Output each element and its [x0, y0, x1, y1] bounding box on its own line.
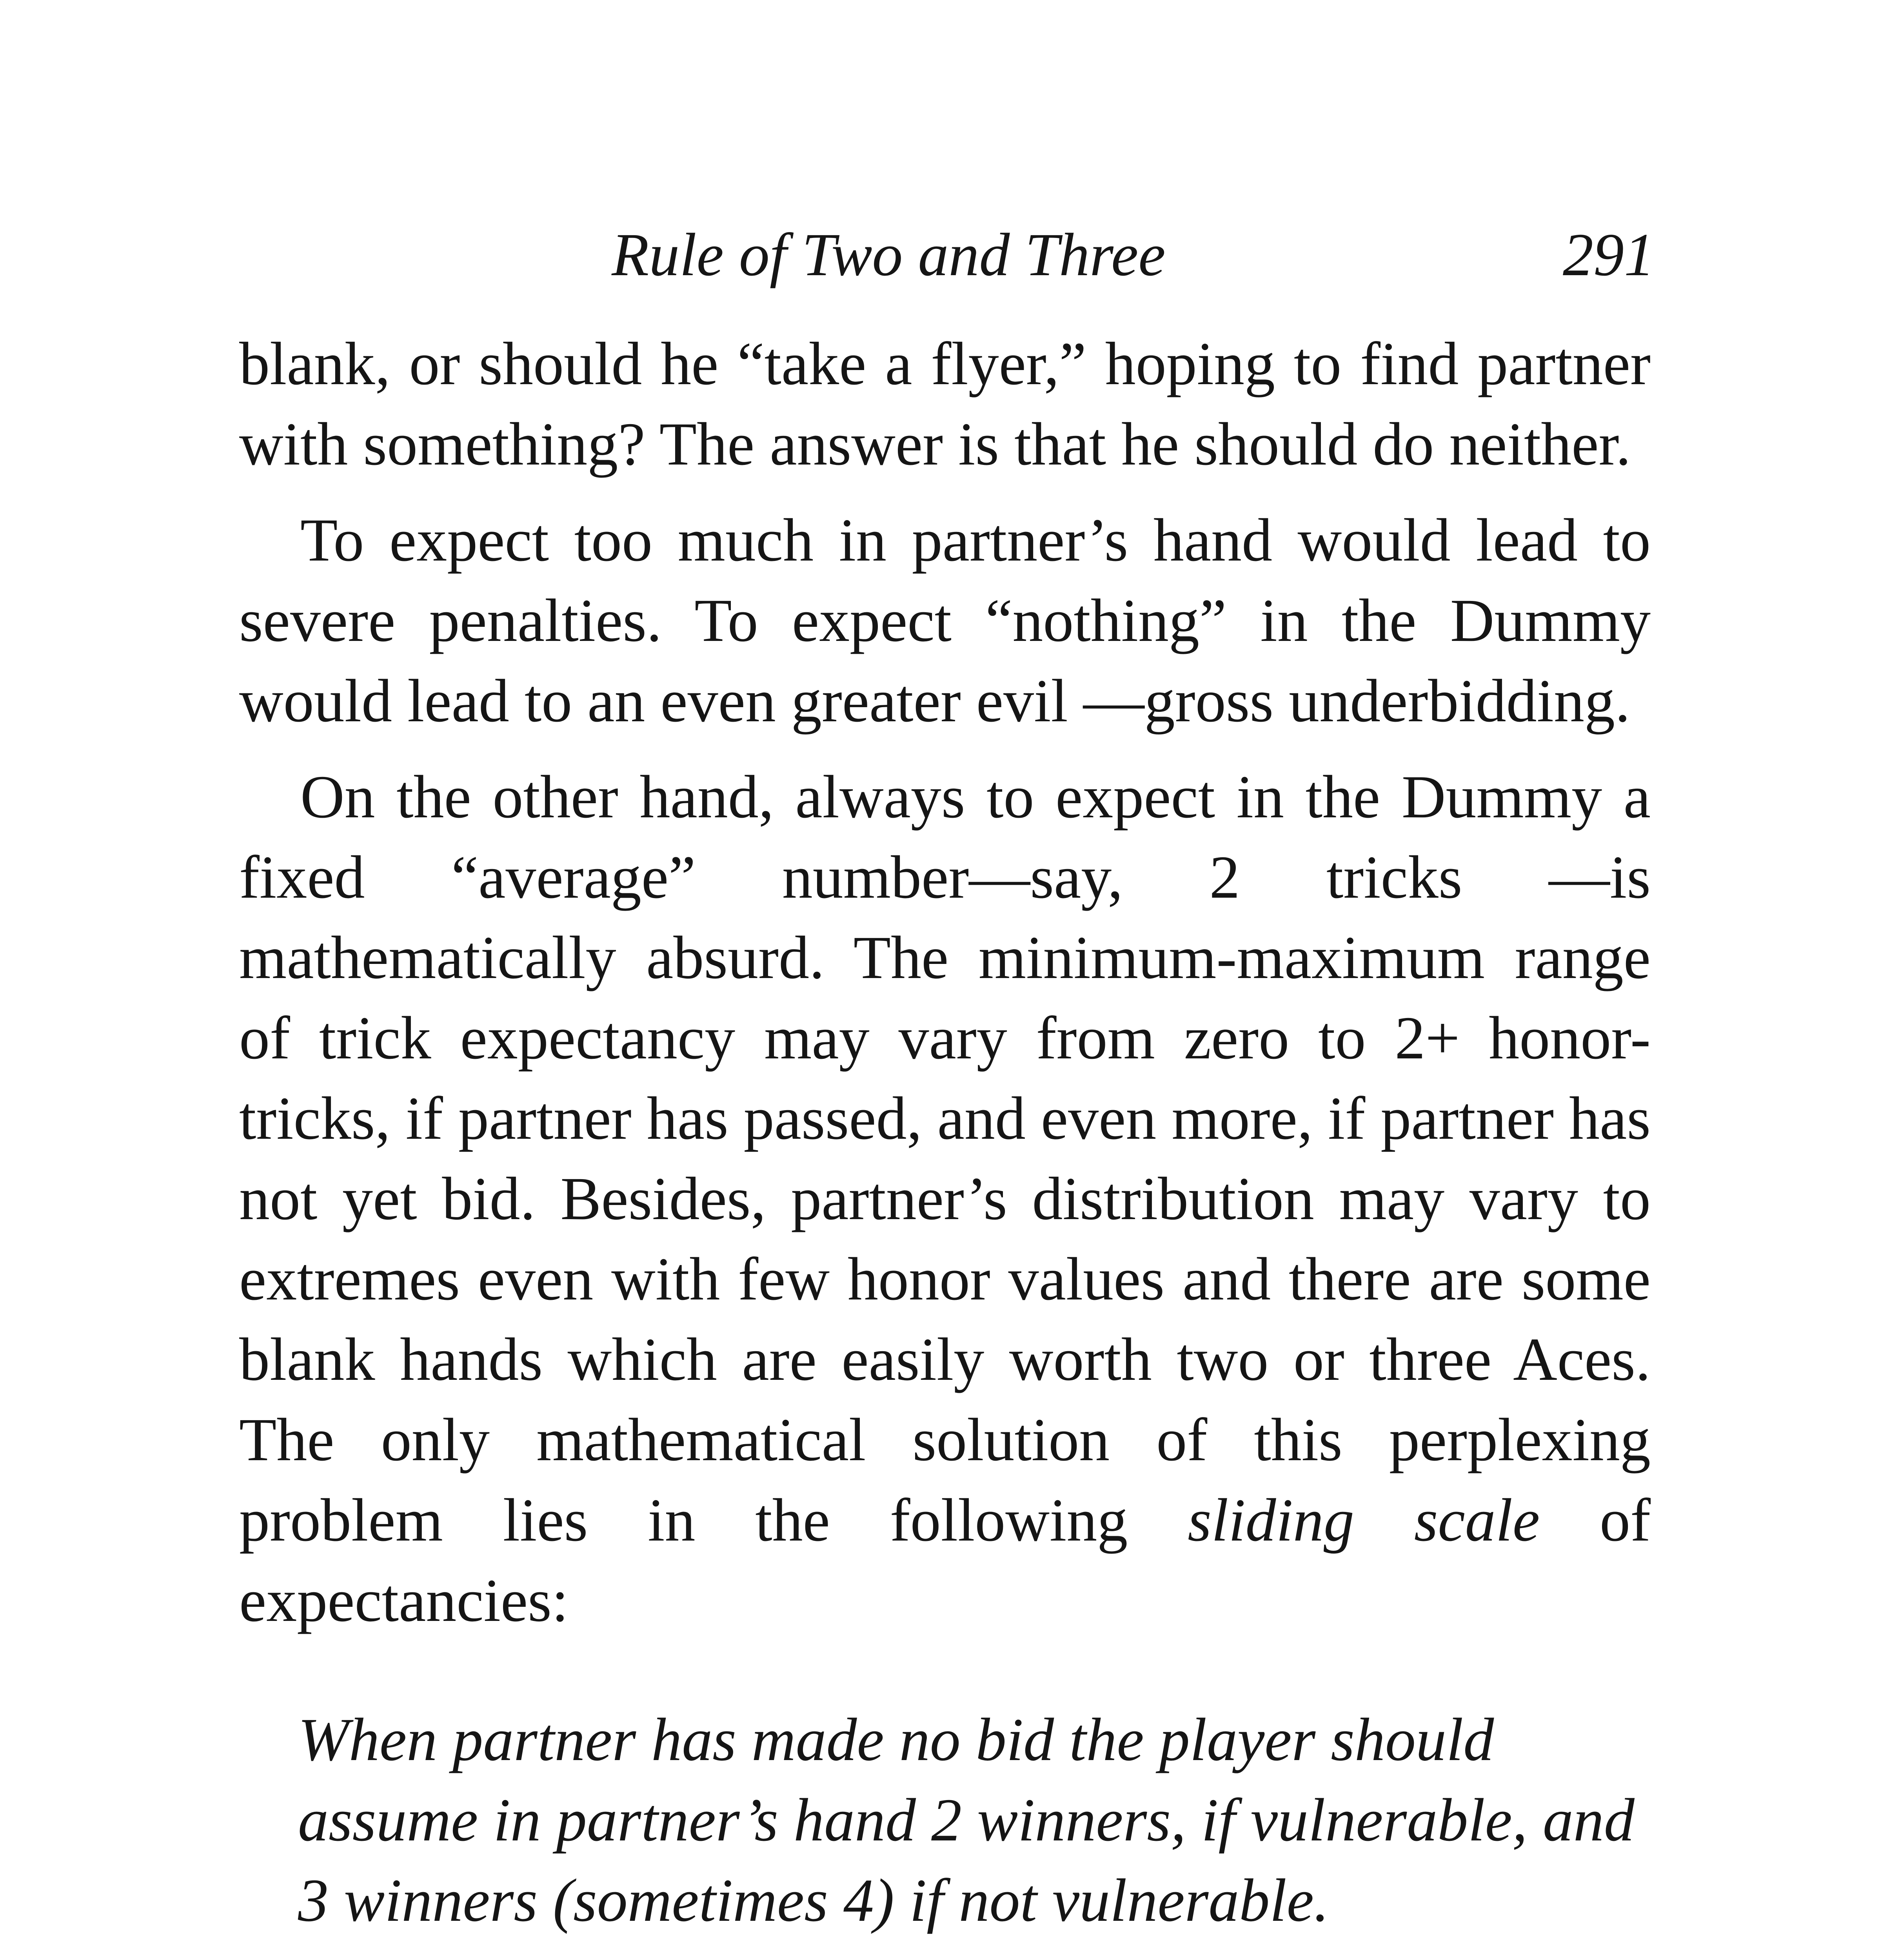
rule-statement: When partner has made no bid the player should assume in partner’s hand 2 winners, if vulnerable, and 3 winners (sometimes 4) if not vulnerable. — [298, 1706, 1635, 1934]
paragraph-3-text-start: On the other hand, always to expect in the Dummy a fixed “average” number—say, 2 tricks —is mathematically absurd. The minimum-maximum range of trick expectancy may vary from zero to 2+ honor-tricks, if partner has passed, and even more, if partner has not yet bid. Besides, partner’s distribution may vary to extremes even with few honor values and there are some blank hands which are easily worth two or three Aces. The only mathematical solution of this perplexing problem lies in the following — [239, 763, 1651, 1554]
running-title: Rule of Two and Three — [612, 221, 1166, 289]
page-header — [612, 220, 1655, 302]
paragraph-3 — [239, 757, 1651, 1641]
page-number: 291 — [1563, 221, 1655, 289]
paragraph-1: blank, or should he “take a flyer,” hoping to find partner with something? The answer is that he should do neither. — [239, 330, 1651, 478]
paragraph-3-emphasis: sliding scale — [1188, 1486, 1540, 1554]
paragraph-3-text-end: of expectancies: — [239, 1486, 1651, 1634]
body-text — [239, 323, 1651, 1960]
paragraph-2: To expect too much in partner’s hand would lead to severe penalties. To expect “nothing” in the Dummy would lead to an even greater evil —gross underbidding. — [239, 506, 1651, 735]
